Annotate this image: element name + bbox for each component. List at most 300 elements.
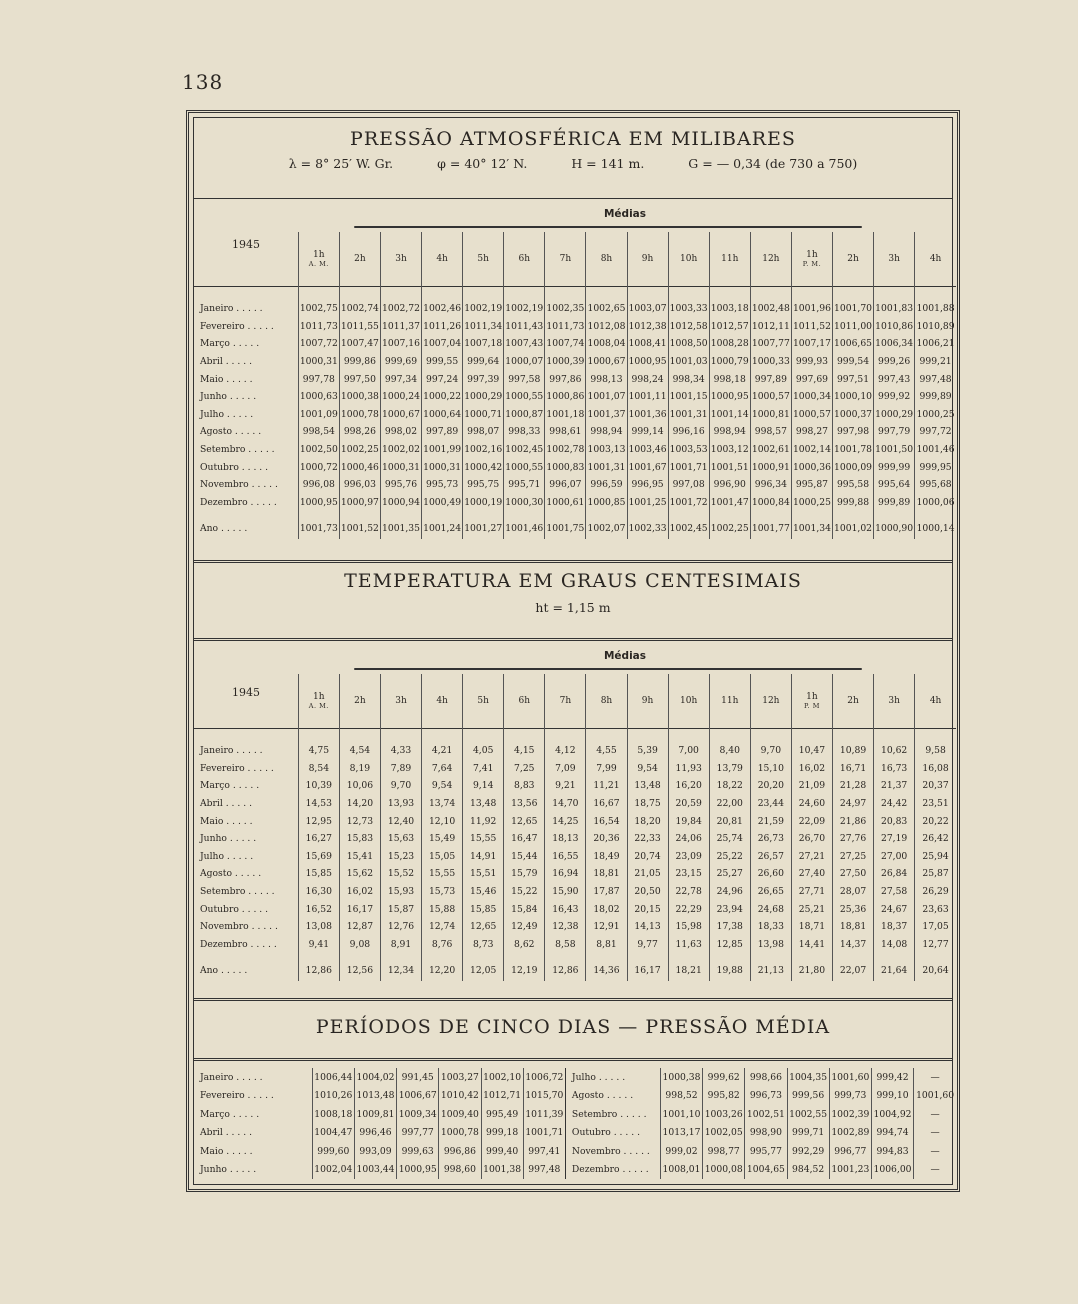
value-cell: 11,63 <box>668 936 709 954</box>
period-value: 1003,26 <box>703 1105 745 1124</box>
annual-value: 1001,35 <box>380 519 421 539</box>
value-cell: 9,70 <box>750 742 791 760</box>
value-cell: 10,89 <box>832 742 873 760</box>
value-cell: 23,51 <box>915 795 956 813</box>
period-month-label: Outubro . . . . . <box>565 1124 660 1143</box>
value-cell: 4,55 <box>586 742 627 760</box>
value-cell: 1000,55 <box>504 388 545 406</box>
value-cell: 12,87 <box>339 918 380 936</box>
value-cell: 8,81 <box>586 936 627 954</box>
hour-label: 6h <box>518 695 531 706</box>
value-cell: 997,78 <box>298 370 339 388</box>
value-cell: 1007,16 <box>380 335 421 353</box>
value-cell: 1000,49 <box>422 494 463 512</box>
value-cell: 14,25 <box>545 812 586 830</box>
value-cell: 1002,75 <box>298 300 339 318</box>
value-cell: 996,03 <box>339 476 380 494</box>
row-label: Maio . . . . . <box>200 815 253 827</box>
value-cell: 15,85 <box>463 900 504 918</box>
value-cell: 1001,51 <box>709 458 750 476</box>
value-cell: 998,54 <box>298 423 339 441</box>
value-cell: 16,02 <box>791 760 832 778</box>
hour-label: 4h <box>929 695 942 706</box>
dash-cell <box>915 728 956 742</box>
pressure-param: φ = 40° 12′ N. <box>437 156 528 171</box>
page-number: 138 <box>182 70 224 94</box>
hour-label: 10h <box>680 253 698 264</box>
value-cell: 1000,29 <box>463 388 504 406</box>
dash-cell <box>832 286 873 300</box>
dash-cell <box>750 286 791 300</box>
period-value: 1010,26 <box>312 1087 354 1106</box>
gap-cell <box>380 511 421 519</box>
period-value: 993,09 <box>354 1142 396 1161</box>
value-cell: 22,78 <box>668 883 709 901</box>
period-value: 1006,72 <box>523 1068 565 1087</box>
temperature-medias-brace <box>354 668 862 670</box>
value-cell: 997,72 <box>915 423 956 441</box>
annual-value: 1000,90 <box>874 519 915 539</box>
value-cell: 9,54 <box>422 777 463 795</box>
value-cell: 4,12 <box>545 742 586 760</box>
value-cell: 15,79 <box>504 865 545 883</box>
hour-header <box>422 674 463 728</box>
hour-header <box>504 674 545 728</box>
hour-header <box>339 674 380 728</box>
value-cell: 16,94 <box>545 865 586 883</box>
value-cell: 999,26 <box>874 353 915 371</box>
period-value: 999,62 <box>703 1068 745 1087</box>
period-value: 999,56 <box>787 1087 829 1106</box>
pm-label: P. M. <box>802 259 822 268</box>
hour-header <box>339 232 380 286</box>
value-cell: 15,51 <box>463 865 504 883</box>
value-cell: 25,22 <box>709 848 750 866</box>
value-cell: 22,33 <box>627 830 668 848</box>
value-cell: 15,55 <box>463 830 504 848</box>
value-cell: 1001,78 <box>832 441 873 459</box>
gap-cell <box>463 953 504 961</box>
annual-value: 1001,27 <box>463 519 504 539</box>
value-cell: 1002,50 <box>298 441 339 459</box>
annual-value: 14,36 <box>586 961 627 981</box>
gap-cell <box>915 953 956 961</box>
period-value: 1015,70 <box>523 1087 565 1106</box>
value-cell: 997,79 <box>874 423 915 441</box>
value-cell: 1000,33 <box>750 353 791 371</box>
value-cell: 9,14 <box>463 777 504 795</box>
value-cell: 1010,89 <box>915 318 956 336</box>
value-cell: 1002,61 <box>750 441 791 459</box>
value-cell: 1011,37 <box>380 318 421 336</box>
value-cell: 15,46 <box>463 883 504 901</box>
value-cell: 999,21 <box>915 353 956 371</box>
value-cell: 14,41 <box>791 936 832 954</box>
annual-value: 12,05 <box>463 961 504 981</box>
value-cell: 4,21 <box>422 742 463 760</box>
period-value: 995,77 <box>745 1142 787 1161</box>
value-cell: 1010,86 <box>874 318 915 336</box>
value-cell: 15,41 <box>339 848 380 866</box>
value-cell: 12,73 <box>339 812 380 830</box>
value-cell: 1000,64 <box>422 406 463 424</box>
value-cell: 1000,81 <box>750 406 791 424</box>
value-cell: 10,06 <box>339 777 380 795</box>
value-cell: 20,22 <box>915 812 956 830</box>
value-cell: 1002,16 <box>463 441 504 459</box>
gap-cell <box>791 511 832 519</box>
gap-cell <box>791 953 832 961</box>
annual-row <box>194 961 956 981</box>
value-cell: 1000,83 <box>545 458 586 476</box>
value-cell: 18,37 <box>874 918 915 936</box>
temperature-year: 1945 <box>232 686 260 699</box>
value-cell: 26,70 <box>791 830 832 848</box>
period-value: 999,40 <box>481 1142 523 1161</box>
hour-label: 1h <box>806 249 818 260</box>
value-cell: 995,68 <box>915 476 956 494</box>
period-value: 992,29 <box>787 1142 829 1161</box>
period-value: 984,52 <box>787 1161 829 1180</box>
value-cell: 1003,18 <box>709 300 750 318</box>
row-label: Julho . . . . . <box>200 850 254 862</box>
value-cell: 20,37 <box>915 777 956 795</box>
hour-header <box>791 674 832 728</box>
value-cell: 1000,31 <box>298 353 339 371</box>
value-cell: 4,54 <box>339 742 380 760</box>
period-value: 1001,71 <box>523 1124 565 1143</box>
period-value: 1002,51 <box>745 1105 787 1124</box>
value-cell: 998,61 <box>545 423 586 441</box>
value-cell: 23,63 <box>915 900 956 918</box>
hour-header <box>791 232 832 286</box>
value-cell: 16,20 <box>668 777 709 795</box>
value-cell: 8,19 <box>339 760 380 778</box>
gap-cell <box>627 511 668 519</box>
period-row <box>194 1142 956 1161</box>
dash-cell <box>504 728 545 742</box>
period-value: 997,41 <box>523 1142 565 1161</box>
value-cell: 1001,83 <box>874 300 915 318</box>
value-cell: 1000,31 <box>380 458 421 476</box>
value-cell: 13,08 <box>298 918 339 936</box>
annual-value: 12,20 <box>422 961 463 981</box>
value-cell: 1000,94 <box>380 494 421 512</box>
annual-value: 12,86 <box>545 961 586 981</box>
temperature-title: TEMPERATURA EM GRAUS CENTESIMAIS <box>344 570 802 592</box>
table-row <box>194 476 956 494</box>
value-cell: 12,95 <box>298 812 339 830</box>
value-cell: 997,69 <box>791 370 832 388</box>
value-cell: 998,18 <box>709 370 750 388</box>
period-value: 1008,01 <box>660 1161 702 1180</box>
dash-cell <box>194 286 298 300</box>
value-cell: 1000,57 <box>750 388 791 406</box>
value-cell: 999,99 <box>874 458 915 476</box>
value-cell: 1001,72 <box>668 494 709 512</box>
period-month-label: Julho . . . . . <box>565 1068 660 1087</box>
dash-cell <box>194 728 298 742</box>
table-row <box>194 900 956 918</box>
value-cell: 998,57 <box>750 423 791 441</box>
hour-header <box>915 232 956 286</box>
value-cell: 10,47 <box>791 742 832 760</box>
value-cell: 996,90 <box>709 476 750 494</box>
period-value: 996,86 <box>439 1142 481 1161</box>
period-value: 994,74 <box>871 1124 913 1143</box>
value-cell: 1001,07 <box>586 388 627 406</box>
row-label: Março . . . . . <box>200 780 260 792</box>
value-cell: 4,15 <box>504 742 545 760</box>
dash-cell <box>874 286 915 300</box>
annual-value: 21,64 <box>874 961 915 981</box>
period-value: 1009,34 <box>397 1105 439 1124</box>
row-label: Junho . . . . . <box>200 833 257 845</box>
hour-label: 3h <box>888 253 900 264</box>
period-value: 1002,89 <box>829 1124 871 1143</box>
annual-value: 18,21 <box>668 961 709 981</box>
pressure-medias-brace <box>354 226 862 228</box>
row-label: Janeiro . . . . . <box>200 303 263 315</box>
hour-label: 7h <box>559 695 572 706</box>
pressure-param: λ = 8° 25′ W. Gr. <box>288 156 394 171</box>
gap-cell <box>422 953 463 961</box>
value-cell: 18,71 <box>791 918 832 936</box>
period-row <box>194 1124 956 1143</box>
value-cell: 24,60 <box>791 795 832 813</box>
period-value: 997,77 <box>397 1124 439 1143</box>
hour-header <box>750 674 791 728</box>
dash-cell <box>298 728 339 742</box>
value-cell: 999,93 <box>791 353 832 371</box>
value-cell: 1001,71 <box>668 458 709 476</box>
value-cell: 12,76 <box>380 918 421 936</box>
value-cell: 13,56 <box>504 795 545 813</box>
value-cell: 1012,38 <box>627 318 668 336</box>
hour-label: 4h <box>929 253 942 264</box>
value-cell: 1000,91 <box>750 458 791 476</box>
page-frame <box>186 110 960 1192</box>
value-cell: 7,09 <box>545 760 586 778</box>
hour-header <box>874 674 915 728</box>
hour-label: 10h <box>680 695 698 706</box>
value-cell: 1002,19 <box>463 300 504 318</box>
value-cell: 9,41 <box>298 936 339 954</box>
period-value: 996,77 <box>829 1142 871 1161</box>
annual-value: 22,07 <box>832 961 873 981</box>
value-cell: 995,58 <box>832 476 873 494</box>
value-cell: 27,40 <box>791 865 832 883</box>
value-cell: 997,43 <box>874 370 915 388</box>
annual-row <box>194 519 956 539</box>
value-cell: 1002,48 <box>750 300 791 318</box>
value-cell: 1003,13 <box>586 441 627 459</box>
gap-cell <box>709 511 750 519</box>
value-cell: 1002,46 <box>422 300 463 318</box>
dash-cell <box>422 286 463 300</box>
value-cell: 1000,97 <box>339 494 380 512</box>
value-cell: 15,55 <box>422 865 463 883</box>
period-value: 999,60 <box>312 1142 354 1161</box>
value-cell: 9,54 <box>627 760 668 778</box>
value-cell: 12,65 <box>504 812 545 830</box>
value-cell: 999,14 <box>627 423 668 441</box>
period-value: 1002,55 <box>787 1105 829 1124</box>
value-cell: 12,77 <box>915 936 956 954</box>
gap-cell <box>627 953 668 961</box>
hour-label: 11h <box>721 253 739 264</box>
pressure-params <box>194 156 952 171</box>
value-cell: 7,99 <box>586 760 627 778</box>
value-cell: 20,81 <box>709 812 750 830</box>
period-value: 1000,38 <box>660 1068 702 1087</box>
gap-cell <box>709 953 750 961</box>
dash-cell <box>709 286 750 300</box>
row-label: Fevereiro . . . . . <box>200 320 274 332</box>
value-cell: 1000,25 <box>915 406 956 424</box>
value-cell: 1011,55 <box>339 318 380 336</box>
value-cell: 12,38 <box>545 918 586 936</box>
section-rule <box>194 560 952 563</box>
pressure-heading <box>194 128 952 171</box>
value-cell: 19,84 <box>668 812 709 830</box>
value-cell: 25,87 <box>915 865 956 883</box>
value-cell: 13,74 <box>422 795 463 813</box>
value-cell: 8,54 <box>298 760 339 778</box>
row-label: Setembro . . . . . <box>200 444 275 456</box>
value-cell: 26,57 <box>750 848 791 866</box>
gap-cell <box>504 511 545 519</box>
value-cell: 1000,36 <box>791 458 832 476</box>
row-label: Dezembro . . . . . <box>200 496 277 508</box>
dash-cell <box>339 728 380 742</box>
annual-label: Ano . . . . . <box>200 965 248 977</box>
value-cell: 1006,65 <box>832 335 873 353</box>
period-value: 1002,39 <box>829 1105 871 1124</box>
value-cell: 1000,55 <box>504 458 545 476</box>
value-cell: 1001,25 <box>627 494 668 512</box>
value-cell: 1011,26 <box>422 318 463 336</box>
hour-label: 8h <box>600 695 613 706</box>
value-cell: 14,70 <box>545 795 586 813</box>
value-cell: 1000,06 <box>915 494 956 512</box>
value-cell: 1001,18 <box>545 406 586 424</box>
hour-label: 3h <box>395 253 407 264</box>
header-corner <box>194 232 298 286</box>
hour-label: 2h <box>354 253 366 264</box>
period-value: 999,42 <box>871 1068 913 1087</box>
hour-header <box>750 232 791 286</box>
row-label: Outubro . . . . . <box>200 903 269 915</box>
period-value: — <box>914 1161 956 1180</box>
period-month-label: Agosto . . . . . <box>565 1087 660 1106</box>
value-cell: 1002,45 <box>504 441 545 459</box>
value-cell: 12,91 <box>586 918 627 936</box>
period-row <box>194 1087 956 1106</box>
period-value: 1009,81 <box>354 1105 396 1124</box>
value-cell: 1000,87 <box>504 406 545 424</box>
value-cell: 1000,24 <box>380 388 421 406</box>
value-cell: 15,52 <box>380 865 421 883</box>
value-cell: 24,06 <box>668 830 709 848</box>
value-cell: 15,90 <box>545 883 586 901</box>
period-value: 1000,95 <box>397 1161 439 1180</box>
periods-heading <box>194 1016 952 1038</box>
pm-label: P. M <box>804 701 820 710</box>
value-cell: 5,39 <box>627 742 668 760</box>
hour-label: 3h <box>888 695 900 706</box>
hour-label: 1h <box>313 691 325 702</box>
value-cell: 15,73 <box>422 883 463 901</box>
gap-cell <box>545 953 586 961</box>
value-cell: 20,36 <box>586 830 627 848</box>
period-month-label: Setembro . . . . . <box>565 1105 660 1124</box>
table-row <box>194 777 956 795</box>
table-row <box>194 335 956 353</box>
value-cell: 15,10 <box>750 760 791 778</box>
period-value: 999,10 <box>871 1087 913 1106</box>
value-cell: 1000,39 <box>545 353 586 371</box>
dash-cell <box>627 286 668 300</box>
value-cell: 22,29 <box>668 900 709 918</box>
dash-cell <box>463 286 504 300</box>
value-cell: 996,08 <box>298 476 339 494</box>
value-cell: 1011,34 <box>463 318 504 336</box>
row-label: Novembro . . . . . <box>200 479 278 491</box>
value-cell: 998,13 <box>586 370 627 388</box>
value-cell: 997,50 <box>339 370 380 388</box>
value-cell: 999,92 <box>874 388 915 406</box>
value-cell: 998,26 <box>339 423 380 441</box>
value-cell: 24,67 <box>874 900 915 918</box>
value-cell: 998,33 <box>504 423 545 441</box>
value-cell: 1000,31 <box>422 458 463 476</box>
inner-frame <box>193 117 953 1185</box>
value-cell: 996,34 <box>750 476 791 494</box>
value-cell: 1006,21 <box>915 335 956 353</box>
value-cell: 1007,72 <box>298 335 339 353</box>
hour-header <box>915 674 956 728</box>
value-cell: 27,00 <box>874 848 915 866</box>
value-cell: 998,34 <box>668 370 709 388</box>
value-cell: 1011,52 <box>791 318 832 336</box>
gap-cell <box>668 511 709 519</box>
value-cell: 1002,25 <box>339 441 380 459</box>
period-value: 1010,42 <box>439 1087 481 1106</box>
table-row <box>194 883 956 901</box>
period-value: 1001,23 <box>829 1161 871 1180</box>
period-value: 1006,00 <box>871 1161 913 1180</box>
value-cell: 15,83 <box>339 830 380 848</box>
period-value: 1013,17 <box>660 1124 702 1143</box>
gap-cell <box>832 953 873 961</box>
gap-cell <box>339 511 380 519</box>
value-cell: 8,40 <box>709 742 750 760</box>
value-cell: 1006,34 <box>874 335 915 353</box>
value-cell: 15,87 <box>380 900 421 918</box>
annual-value: 1002,33 <box>627 519 668 539</box>
gap-cell <box>298 953 339 961</box>
value-cell: 1001,50 <box>874 441 915 459</box>
annual-value: 12,19 <box>504 961 545 981</box>
section-rule <box>194 198 952 199</box>
value-cell: 16,55 <box>545 848 586 866</box>
row-label: Março . . . . . <box>200 338 260 350</box>
table-row <box>194 742 956 760</box>
value-cell: 15,98 <box>668 918 709 936</box>
hour-label: 9h <box>641 695 654 706</box>
value-cell: 998,94 <box>586 423 627 441</box>
